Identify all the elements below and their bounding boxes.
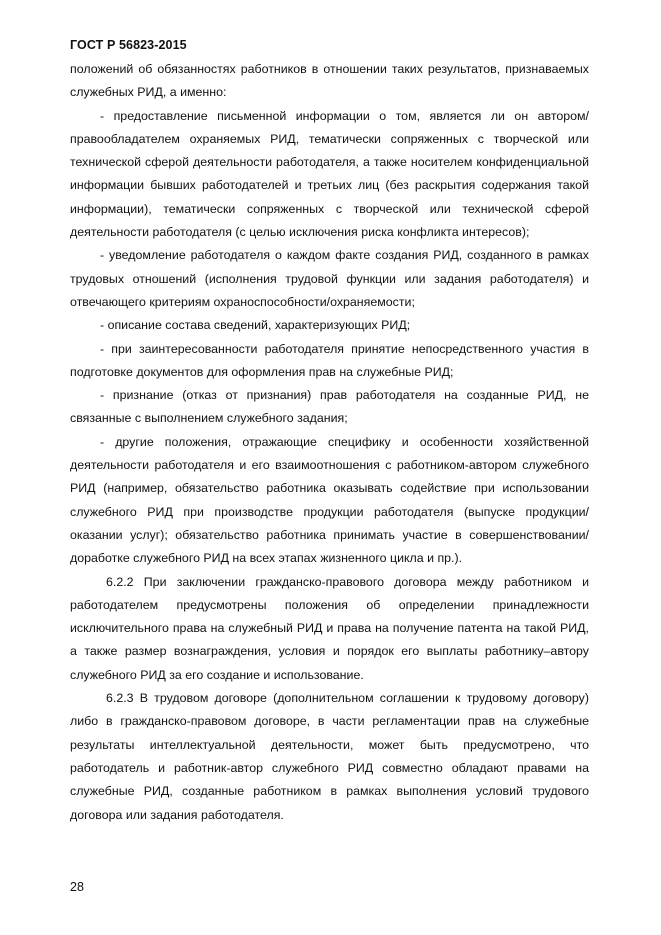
list-item-recognition: - признание (отказ от признания) прав работодателя на созданные РИД, не связанные с выполнением служебного задания; bbox=[70, 388, 589, 426]
standard-header: ГОСТ Р 56823-2015 bbox=[70, 38, 187, 52]
document-body bbox=[70, 58, 589, 827]
list-item-written-info: - предоставление письменной информации о том, является ли он автором/правообладателем охраняемых РИД, тематически сопряженных с творческой или технической сферой деятельности работодателя, а также носителем конфиденциальной информации бывших работодателей и третьих лиц (без раскрытия содержания такой информации), тематически сопряженных с творческой или технической сферой деятельности работодателя (с целью исключения риска конфликта интересов); bbox=[70, 108, 589, 240]
section-6-2-2: 6.2.2 При заключении гражданско-правового договора между работником и работодателем предусмотрены положения об определении принадлежности исключительного права на служебный РИД и права на получение патента на такой РИД, а также размер вознаграждения, условия и порядок его выплаты работнику–автору служебного РИД за его создание и использование. bbox=[70, 574, 589, 682]
section-6-2-3: 6.2.3 В трудовом договоре (дополнительном соглашении к трудовому договору) либо в гражданско-правовом договоре, в части регламентации прав на служебные результаты интеллектуальной деятельности, может быть предусмотрено, что работодатель и работник-автор служебного РИД совместно обладают правами на служебные РИД, созданные работником в рамках выполнения условий трудового договора или задания работодателя. bbox=[70, 691, 589, 822]
page-number: 28 bbox=[70, 880, 84, 894]
list-item-description: - описание состава сведений, характеризующих РИД; bbox=[100, 318, 411, 333]
paragraph-intro: положений об обязанностях работников в отношении таких результатов, признаваемых служебных РИД, а именно: bbox=[70, 62, 589, 100]
list-item-notification: - уведомление работодателя о каждом факте создания РИД, созданного в рамках трудовых отношений (исполнения трудовой функции или задания работодателя) и отвечающего критериям охраноспособности/охраняемости; bbox=[70, 248, 589, 309]
list-item-other-provisions: - другие положения, отражающие специфику и особенности хозяйственной деятельности работодателя и его взаимоотношения с работником-автором служебного РИД (например, обязательство работника оказывать содействие при использовании служебного РИД при производстве продукции работодателя (выпуске продукции/оказании услуг); обязательство работника принимать участие в совершенствовании/доработке служебного РИД на всех этапах жизненного цикла и пр.). bbox=[70, 434, 589, 566]
list-item-participation: - при заинтересованности работодателя принятие непосредственного участия в подготовке документов для оформления прав на служебные РИД; bbox=[70, 341, 589, 379]
